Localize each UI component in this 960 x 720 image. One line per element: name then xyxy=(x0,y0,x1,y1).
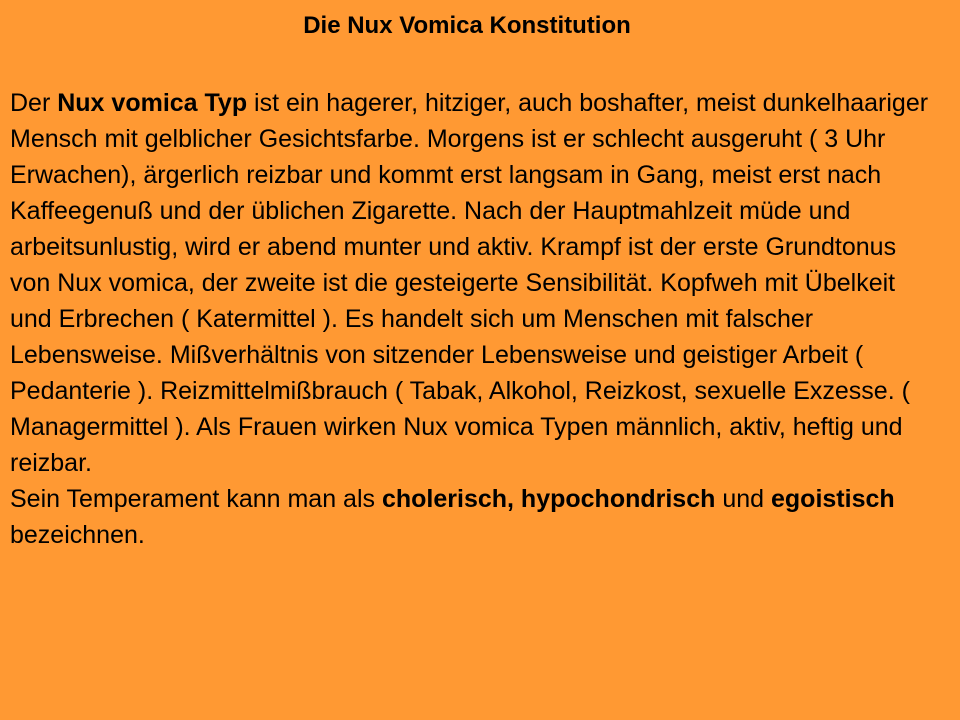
bold-term-nux-vomica-typ: Nux vomica Typ xyxy=(57,89,248,117)
paragraph-lead: Der xyxy=(10,89,58,117)
paragraph-temperament xyxy=(10,481,940,553)
temperament-tail: bezeichnen. xyxy=(10,521,145,549)
temperament-space xyxy=(514,485,521,513)
term-cholerisch: cholerisch, xyxy=(381,485,514,513)
temperament-lead: Sein Temperament kann man als xyxy=(10,485,382,513)
paragraph-rest: ist ein hagerer, hitziger, auch boshafter, meist dunkelhaariger Mensch mit gelblicher Gesichtsfarbe. Morgens ist er schlecht ausgeruht ( 3 Uhr Erwachen), ärgerlich reizbar und kommt erst langsam in Gang, meist erst nach Kaffeegenuß und der üblichen Zigarette. Nach der Hauptmahlzeit müde und arbeitsunlustig, wird er abend munter und aktiv. Krampf ist der erste Grundtonus von Nux vomica, der zweite ist die gesteigerte Sensibilität. Kopfweh mit Übelkeit und Erbrechen ( Katermittel ). Es handelt sich um Menschen mit falscher Lebensweise. Mißverhältnis von sitzender Lebensweise und geistiger Arbeit ( Pedanterie ). Reizmittelmißbrauch ( Tabak, Alkohol, Reizkost, sexuelle Exzesse. ( Managermittel ). Als Frauen wirken Nux vomica Typen männlich, aktiv, heftig und reizbar. xyxy=(10,89,929,477)
temperament-middle: und xyxy=(715,485,771,513)
slide-title: Die Nux Vomica Konstitution xyxy=(303,12,631,39)
term-hypochondrisch: hypochondrisch xyxy=(520,485,716,513)
slide-body xyxy=(10,85,940,553)
term-egoistisch: egoistisch xyxy=(771,485,895,513)
paragraph-description xyxy=(10,85,940,481)
